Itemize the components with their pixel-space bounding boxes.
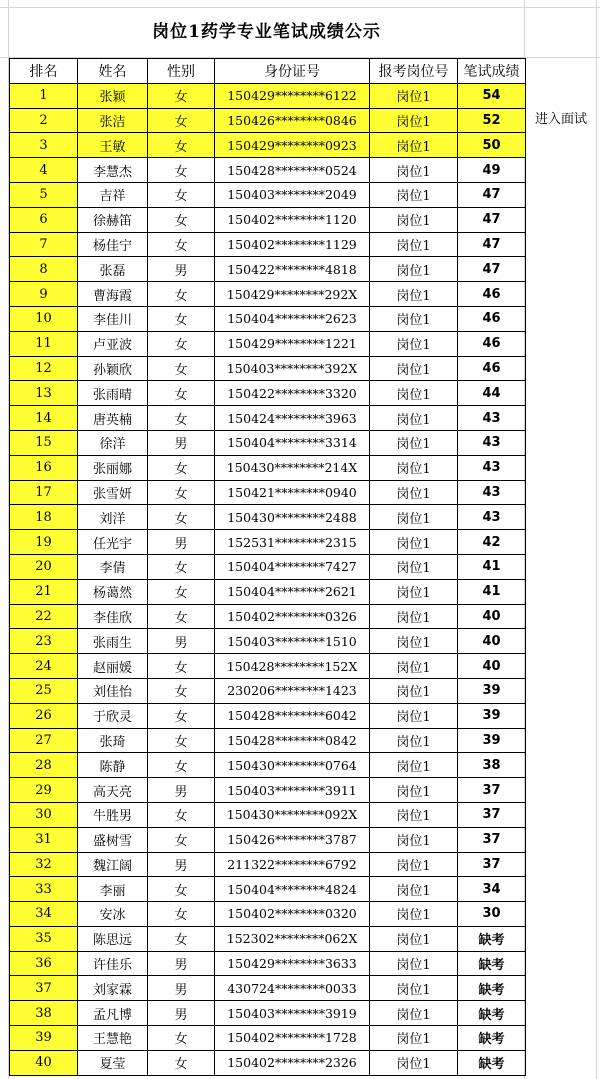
- id-number-cell: 152531********2315: [215, 530, 370, 555]
- rank-cell: 34: [10, 902, 78, 927]
- gender-cell: 女: [148, 926, 215, 951]
- gender-cell: 女: [148, 579, 215, 604]
- gender-cell: 男: [148, 530, 215, 555]
- rank-cell: 15: [10, 430, 78, 455]
- name-cell: 陈静: [78, 753, 148, 778]
- post-cell: 岗位1: [370, 802, 458, 827]
- table-row: [10, 455, 526, 480]
- table-row: [10, 678, 526, 703]
- gender-cell: 男: [148, 852, 215, 877]
- gender-cell: 女: [148, 505, 215, 530]
- name-cell: 刘家霖: [78, 976, 148, 1001]
- table-row: [10, 802, 526, 827]
- score-cell: 40: [458, 629, 526, 654]
- name-cell: 陈思远: [78, 926, 148, 951]
- id-number-cell: 150430********214X: [215, 455, 370, 480]
- score-cell: 41: [458, 554, 526, 579]
- score-cell: 34: [458, 877, 526, 902]
- rank-cell: 30: [10, 802, 78, 827]
- post-cell: 岗位1: [370, 133, 458, 158]
- post-cell: 岗位1: [370, 232, 458, 257]
- name-cell: 于欣灵: [78, 703, 148, 728]
- name-cell: 徐洋: [78, 430, 148, 455]
- table-row: [10, 406, 526, 431]
- table-row: [10, 877, 526, 902]
- table-row: [10, 480, 526, 505]
- rank-cell: 25: [10, 678, 78, 703]
- rank-cell: 21: [10, 579, 78, 604]
- rank-cell: 13: [10, 381, 78, 406]
- gender-cell: 女: [148, 1050, 215, 1075]
- name-cell: 许佳乐: [78, 951, 148, 976]
- gender-cell: 女: [148, 381, 215, 406]
- gender-cell: 女: [148, 728, 215, 753]
- post-cell: 岗位1: [370, 158, 458, 183]
- name-cell: 张丽娜: [78, 455, 148, 480]
- score-cell: 46: [458, 282, 526, 307]
- rank-cell: 16: [10, 455, 78, 480]
- rank-cell: 37: [10, 976, 78, 1001]
- id-number-cell: 150422********3320: [215, 381, 370, 406]
- name-cell: 高天亮: [78, 778, 148, 803]
- rank-cell: 23: [10, 629, 78, 654]
- post-cell: 岗位1: [370, 1050, 458, 1075]
- gender-cell: 女: [148, 282, 215, 307]
- rank-cell: 14: [10, 406, 78, 431]
- post-cell: 岗位1: [370, 530, 458, 555]
- table-row: [10, 976, 526, 1001]
- id-number-cell: 150403********3911: [215, 778, 370, 803]
- gender-cell: 男: [148, 629, 215, 654]
- gender-cell: 女: [148, 554, 215, 579]
- table-row: [10, 182, 526, 207]
- rank-cell: 8: [10, 257, 78, 282]
- score-cell: 47: [458, 207, 526, 232]
- name-cell: 杨佳宁: [78, 232, 148, 257]
- id-number-cell: 150429********3633: [215, 951, 370, 976]
- sheet-title: 岗位1药学专业笔试成绩公示: [9, 8, 524, 57]
- id-number-cell: 150403********3919: [215, 1001, 370, 1026]
- name-cell: 徐赫笛: [78, 207, 148, 232]
- table-row: [10, 629, 526, 654]
- rank-cell: 40: [10, 1050, 78, 1075]
- id-number-cell: 150429********1221: [215, 331, 370, 356]
- id-number-cell: 150429********0923: [215, 133, 370, 158]
- rank-cell: 7: [10, 232, 78, 257]
- score-cell: 42: [458, 530, 526, 555]
- header-rank: 排名: [10, 59, 78, 84]
- score-cell: 缺考: [458, 976, 526, 1001]
- name-cell: 夏莹: [78, 1050, 148, 1075]
- id-number-cell: 150403********1510: [215, 629, 370, 654]
- score-cell: 缺考: [458, 1050, 526, 1075]
- table-body: [10, 83, 526, 1075]
- score-cell: 47: [458, 257, 526, 282]
- gender-cell: 男: [148, 976, 215, 1001]
- table-row: [10, 1026, 526, 1051]
- table-row: [10, 356, 526, 381]
- name-cell: 刘佳怡: [78, 678, 148, 703]
- rank-cell: 5: [10, 182, 78, 207]
- id-number-cell: 150430********0764: [215, 753, 370, 778]
- post-cell: 岗位1: [370, 678, 458, 703]
- gender-cell: 女: [148, 1026, 215, 1051]
- post-cell: 岗位1: [370, 926, 458, 951]
- rank-cell: 38: [10, 1001, 78, 1026]
- table-row: [10, 1001, 526, 1026]
- post-cell: 岗位1: [370, 1001, 458, 1026]
- gender-cell: 女: [148, 356, 215, 381]
- id-number-cell: 150426********0846: [215, 108, 370, 133]
- table-row: [10, 331, 526, 356]
- table-row: [10, 554, 526, 579]
- name-cell: 孙颖欣: [78, 356, 148, 381]
- score-cell: 缺考: [458, 926, 526, 951]
- gender-cell: 男: [148, 778, 215, 803]
- score-cell: 52: [458, 108, 526, 133]
- name-cell: 张颖: [78, 83, 148, 108]
- name-cell: 张洁: [78, 108, 148, 133]
- gender-cell: 女: [148, 902, 215, 927]
- id-number-cell: 150430********2488: [215, 505, 370, 530]
- score-cell: 40: [458, 604, 526, 629]
- score-cell: 缺考: [458, 1001, 526, 1026]
- score-cell: 37: [458, 852, 526, 877]
- gender-cell: 女: [148, 158, 215, 183]
- name-cell: 李丽: [78, 877, 148, 902]
- id-number-cell: 150403********392X: [215, 356, 370, 381]
- gender-cell: 女: [148, 480, 215, 505]
- id-number-cell: 150402********0320: [215, 902, 370, 927]
- id-number-cell: 150402********2326: [215, 1050, 370, 1075]
- table-row: [10, 778, 526, 803]
- id-number-cell: 150402********1728: [215, 1026, 370, 1051]
- table-row: [10, 827, 526, 852]
- score-cell: 37: [458, 778, 526, 803]
- id-number-cell: 150424********3963: [215, 406, 370, 431]
- id-number-cell: 211322********6792: [215, 852, 370, 877]
- id-number-cell: 150402********1120: [215, 207, 370, 232]
- post-cell: 岗位1: [370, 951, 458, 976]
- table-row: [10, 207, 526, 232]
- post-cell: 岗位1: [370, 430, 458, 455]
- gender-cell: 女: [148, 331, 215, 356]
- score-cell: 37: [458, 802, 526, 827]
- score-table: [9, 58, 526, 1076]
- post-cell: 岗位1: [370, 257, 458, 282]
- score-cell: 50: [458, 133, 526, 158]
- table-row: [10, 703, 526, 728]
- post-cell: 岗位1: [370, 902, 458, 927]
- table-row: [10, 430, 526, 455]
- name-cell: 王敏: [78, 133, 148, 158]
- table-row: [10, 505, 526, 530]
- id-number-cell: 150428********6042: [215, 703, 370, 728]
- name-cell: 任光宇: [78, 530, 148, 555]
- gender-cell: 男: [148, 951, 215, 976]
- gender-cell: 男: [148, 430, 215, 455]
- score-cell: 47: [458, 182, 526, 207]
- id-number-cell: 150428********0842: [215, 728, 370, 753]
- score-cell: 39: [458, 703, 526, 728]
- name-cell: 李佳川: [78, 306, 148, 331]
- name-cell: 张雨生: [78, 629, 148, 654]
- id-number-cell: 150429********292X: [215, 282, 370, 307]
- gender-cell: 女: [148, 108, 215, 133]
- gender-cell: 女: [148, 802, 215, 827]
- id-number-cell: 150428********152X: [215, 654, 370, 679]
- name-cell: 吉祥: [78, 182, 148, 207]
- table-row: [10, 753, 526, 778]
- table-header-row: [10, 59, 526, 84]
- table-row: [10, 257, 526, 282]
- gender-cell: 女: [148, 604, 215, 629]
- header-post-number: 报考岗位号: [370, 59, 458, 84]
- post-cell: 岗位1: [370, 852, 458, 877]
- post-cell: 岗位1: [370, 554, 458, 579]
- table-row: [10, 108, 526, 133]
- id-number-cell: 150404********7427: [215, 554, 370, 579]
- post-cell: 岗位1: [370, 1026, 458, 1051]
- name-cell: 孟凡博: [78, 1001, 148, 1026]
- post-cell: 岗位1: [370, 207, 458, 232]
- id-number-cell: 152302********062X: [215, 926, 370, 951]
- gender-cell: 女: [148, 406, 215, 431]
- post-cell: 岗位1: [370, 331, 458, 356]
- gridline: [596, 0, 597, 1079]
- post-cell: 岗位1: [370, 604, 458, 629]
- table-row: [10, 579, 526, 604]
- name-cell: 安冰: [78, 902, 148, 927]
- post-cell: 岗位1: [370, 753, 458, 778]
- rank-cell: 24: [10, 654, 78, 679]
- score-cell: 43: [458, 455, 526, 480]
- table-row: [10, 282, 526, 307]
- id-number-cell: 150404********3314: [215, 430, 370, 455]
- post-cell: 岗位1: [370, 703, 458, 728]
- id-number-cell: 150426********3787: [215, 827, 370, 852]
- rank-cell: 29: [10, 778, 78, 803]
- name-cell: 李倩: [78, 554, 148, 579]
- gender-cell: 女: [148, 207, 215, 232]
- rank-cell: 28: [10, 753, 78, 778]
- name-cell: 魏江阔: [78, 852, 148, 877]
- id-number-cell: 150421********0940: [215, 480, 370, 505]
- rank-cell: 32: [10, 852, 78, 877]
- table-row: [10, 604, 526, 629]
- id-number-cell: 150404********2623: [215, 306, 370, 331]
- score-cell: 49: [458, 158, 526, 183]
- gender-cell: 女: [148, 455, 215, 480]
- name-cell: 唐英楠: [78, 406, 148, 431]
- post-cell: 岗位1: [370, 108, 458, 133]
- post-cell: 岗位1: [370, 381, 458, 406]
- post-cell: 岗位1: [370, 579, 458, 604]
- score-cell: 43: [458, 480, 526, 505]
- post-cell: 岗位1: [370, 654, 458, 679]
- post-cell: 岗位1: [370, 306, 458, 331]
- score-cell: 30: [458, 902, 526, 927]
- gender-cell: 男: [148, 1001, 215, 1026]
- post-cell: 岗位1: [370, 778, 458, 803]
- gender-cell: 女: [148, 133, 215, 158]
- name-cell: 卢亚波: [78, 331, 148, 356]
- id-number-cell: 230206********1423: [215, 678, 370, 703]
- rank-cell: 33: [10, 877, 78, 902]
- score-cell: 38: [458, 753, 526, 778]
- gender-cell: 女: [148, 678, 215, 703]
- gender-cell: 女: [148, 232, 215, 257]
- score-cell: 39: [458, 678, 526, 703]
- rank-cell: 11: [10, 331, 78, 356]
- rank-cell: 18: [10, 505, 78, 530]
- score-cell: 43: [458, 406, 526, 431]
- name-cell: 杨蔼然: [78, 579, 148, 604]
- header-id-number: 身份证号: [215, 59, 370, 84]
- id-number-cell: 150403********2049: [215, 182, 370, 207]
- id-number-cell: 150402********1129: [215, 232, 370, 257]
- post-cell: 岗位1: [370, 356, 458, 381]
- score-cell: 41: [458, 579, 526, 604]
- gender-cell: 女: [148, 83, 215, 108]
- score-cell: 46: [458, 331, 526, 356]
- gender-cell: 女: [148, 753, 215, 778]
- id-number-cell: 150404********2621: [215, 579, 370, 604]
- rank-cell: 20: [10, 554, 78, 579]
- score-cell: 43: [458, 505, 526, 530]
- score-cell: 37: [458, 827, 526, 852]
- post-cell: 岗位1: [370, 877, 458, 902]
- rank-cell: 22: [10, 604, 78, 629]
- post-cell: 岗位1: [370, 629, 458, 654]
- post-cell: 岗位1: [370, 480, 458, 505]
- post-cell: 岗位1: [370, 455, 458, 480]
- rank-cell: 27: [10, 728, 78, 753]
- rank-cell: 35: [10, 926, 78, 951]
- id-number-cell: 430724********0033: [215, 976, 370, 1001]
- rank-cell: 1: [10, 83, 78, 108]
- gender-cell: 女: [148, 306, 215, 331]
- post-cell: 岗位1: [370, 505, 458, 530]
- name-cell: 曹海霞: [78, 282, 148, 307]
- post-cell: 岗位1: [370, 976, 458, 1001]
- post-cell: 岗位1: [370, 282, 458, 307]
- name-cell: 李佳欣: [78, 604, 148, 629]
- rank-cell: 3: [10, 133, 78, 158]
- gender-cell: 女: [148, 703, 215, 728]
- rank-cell: 26: [10, 703, 78, 728]
- header-name: 姓名: [78, 59, 148, 84]
- id-number-cell: 150404********4824: [215, 877, 370, 902]
- rank-cell: 6: [10, 207, 78, 232]
- name-cell: 赵丽媛: [78, 654, 148, 679]
- name-cell: 张雪妍: [78, 480, 148, 505]
- name-cell: 张琦: [78, 728, 148, 753]
- header-gender: 性别: [148, 59, 215, 84]
- name-cell: 盛树雪: [78, 827, 148, 852]
- table-row: [10, 381, 526, 406]
- rank-cell: 39: [10, 1026, 78, 1051]
- id-number-cell: 150429********6122: [215, 83, 370, 108]
- name-cell: 张雨晴: [78, 381, 148, 406]
- score-cell: 46: [458, 356, 526, 381]
- id-number-cell: 150422********4818: [215, 257, 370, 282]
- table-row: [10, 951, 526, 976]
- rank-cell: 9: [10, 282, 78, 307]
- name-cell: 刘洋: [78, 505, 148, 530]
- id-number-cell: 150402********0326: [215, 604, 370, 629]
- score-cell: 39: [458, 728, 526, 753]
- score-cell: 47: [458, 232, 526, 257]
- table-row: [10, 232, 526, 257]
- score-cell: 44: [458, 381, 526, 406]
- interview-note: 进入面试: [534, 112, 587, 127]
- post-cell: 岗位1: [370, 182, 458, 207]
- table-row: [10, 902, 526, 927]
- post-cell: 岗位1: [370, 83, 458, 108]
- table-row: [10, 83, 526, 108]
- id-number-cell: 150430********092X: [215, 802, 370, 827]
- post-cell: 岗位1: [370, 406, 458, 431]
- rank-cell: 4: [10, 158, 78, 183]
- gender-cell: 女: [148, 654, 215, 679]
- name-cell: 李慧杰: [78, 158, 148, 183]
- name-cell: 张磊: [78, 257, 148, 282]
- score-cell: 缺考: [458, 951, 526, 976]
- rank-cell: 36: [10, 951, 78, 976]
- score-cell: 40: [458, 654, 526, 679]
- gender-cell: 女: [148, 827, 215, 852]
- rank-cell: 10: [10, 306, 78, 331]
- header-written-score: 笔试成绩: [458, 59, 526, 84]
- post-cell: 岗位1: [370, 827, 458, 852]
- id-number-cell: 150428********0524: [215, 158, 370, 183]
- name-cell: 牛胜男: [78, 802, 148, 827]
- table-row: [10, 852, 526, 877]
- table-row: [10, 926, 526, 951]
- rank-cell: 2: [10, 108, 78, 133]
- score-cell: 54: [458, 83, 526, 108]
- score-cell: 46: [458, 306, 526, 331]
- rank-cell: 12: [10, 356, 78, 381]
- table-row: [10, 530, 526, 555]
- table-row: [10, 306, 526, 331]
- post-cell: 岗位1: [370, 728, 458, 753]
- table-row: [10, 133, 526, 158]
- score-cell: 43: [458, 430, 526, 455]
- rank-cell: 17: [10, 480, 78, 505]
- table-row: [10, 158, 526, 183]
- gender-cell: 男: [148, 257, 215, 282]
- gender-cell: 女: [148, 182, 215, 207]
- table-row: [10, 1050, 526, 1075]
- rank-cell: 31: [10, 827, 78, 852]
- score-cell: 缺考: [458, 1026, 526, 1051]
- gender-cell: 女: [148, 877, 215, 902]
- rank-cell: 19: [10, 530, 78, 555]
- table-row: [10, 654, 526, 679]
- name-cell: 王慧艳: [78, 1026, 148, 1051]
- table-row: [10, 728, 526, 753]
